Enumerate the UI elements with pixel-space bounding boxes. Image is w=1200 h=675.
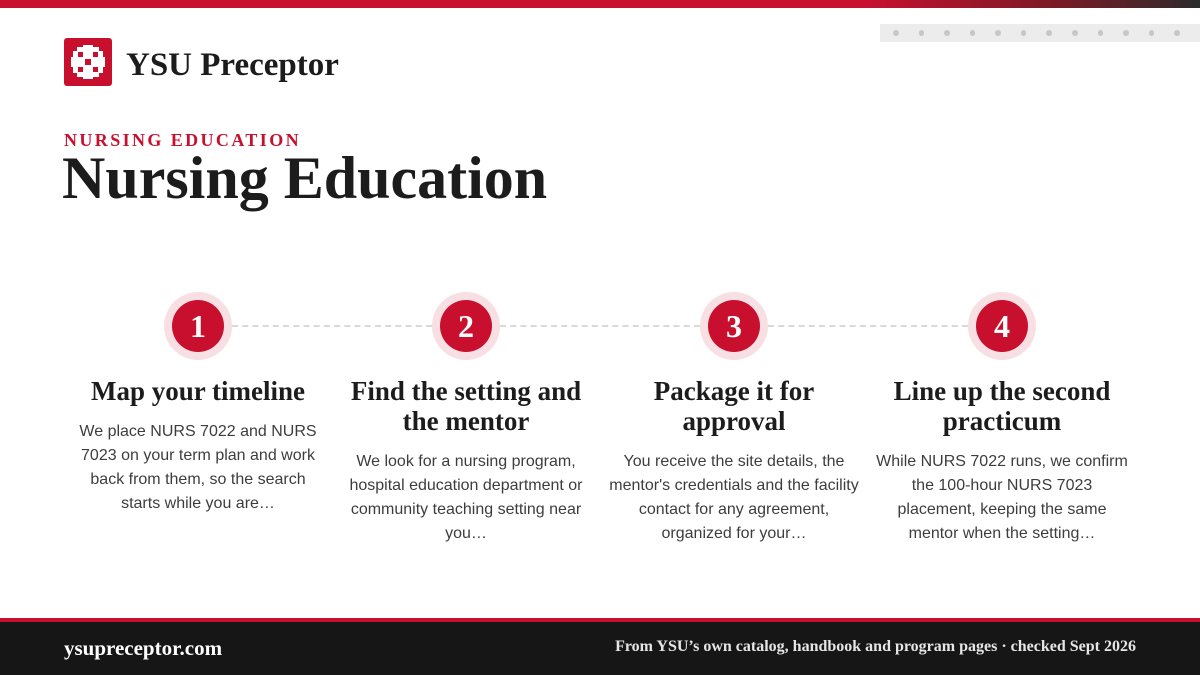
page-title: Nursing Education [62, 145, 548, 211]
step-description: You receive the site details, the mentor's credentials and the facility contact for any agreement, organized for your… [609, 453, 859, 542]
brand[interactable] [64, 38, 339, 86]
step-description: We look for a nursing program, hospital education department or community teaching setting near you… [349, 453, 583, 542]
step-2 [332, 292, 600, 546]
step-number: 3 [708, 300, 760, 352]
section-eyebrow: NURSING EDUCATION [64, 130, 301, 150]
step-title: Find the setting and the mentor [350, 376, 582, 436]
step-number: 2 [440, 300, 492, 352]
step-title: Map your timeline [91, 376, 305, 406]
footer-source-note: From YSU’s own catalog, handbook and program pages · checked Sept 2026 [615, 638, 1136, 655]
cross-icon [64, 38, 112, 86]
step-title: Package it for approval [653, 376, 815, 436]
step-number: 4 [976, 300, 1028, 352]
step-description: We place NURS 7022 and NURS 7023 on your term plan and work back from them, so the search starts while you are… [79, 423, 317, 512]
step-4 [868, 292, 1136, 546]
decorative-dot-strip [880, 24, 1200, 42]
brand-name: YSU Preceptor [126, 46, 339, 83]
top-accent-bar [0, 0, 1200, 8]
footer-site-link[interactable]: ysupreceptor.com [64, 636, 223, 660]
step-title: Line up the second practicum [893, 376, 1111, 436]
step-description: While NURS 7022 runs, we confirm the 100-hour NURS 7023 placement, keeping the same mentor when the setting… [876, 453, 1128, 542]
step-number-badge [164, 292, 232, 360]
step-number-badge [700, 292, 768, 360]
step-3 [600, 292, 868, 546]
step-number-badge [968, 292, 1036, 360]
step-number: 1 [172, 300, 224, 352]
step-number-badge [432, 292, 500, 360]
footer [0, 622, 1200, 675]
step-1 [64, 292, 332, 516]
